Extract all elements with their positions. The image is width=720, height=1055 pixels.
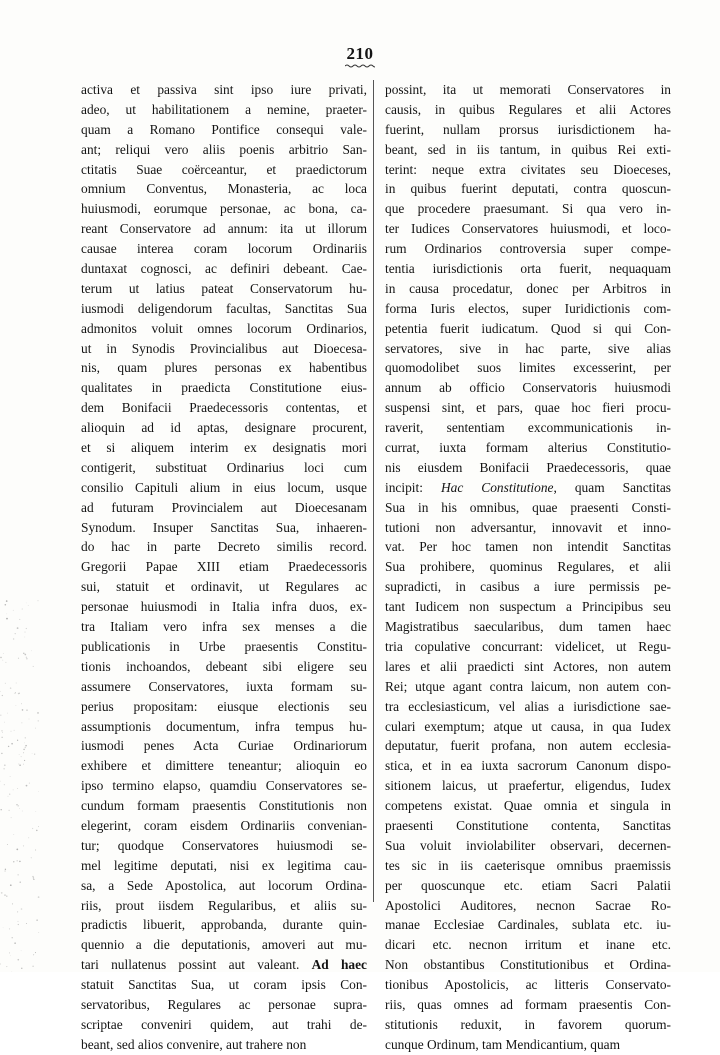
speckle-dot <box>21 703 22 704</box>
speckle-dot <box>33 666 34 667</box>
speckle-dot <box>37 712 39 714</box>
speckle-dot <box>3 653 4 654</box>
text-line: deputatur, fuerit profana, non autem ecclesia- <box>385 738 671 754</box>
speckle-dot <box>17 911 18 912</box>
speckle-dot <box>11 817 12 818</box>
speckle-dot <box>13 834 14 835</box>
speckle-dot <box>9 952 10 953</box>
speckle-dot <box>26 709 28 711</box>
speckle-dot <box>19 764 21 766</box>
speckle-dot <box>11 743 13 745</box>
text-line: vat. Per hoc tamen non intendit Sanctitas <box>385 539 671 555</box>
speckle-dot <box>21 950 22 951</box>
speckle-dot <box>23 752 24 753</box>
text-line: ctitatis Suae coërceantur, et praedictorum <box>81 161 367 177</box>
speckle-dot <box>10 884 12 886</box>
speckle-dot <box>19 808 20 809</box>
speckle-dot <box>38 826 39 827</box>
text-line: nis, quam plures personas ex habentibus <box>81 360 367 376</box>
text-line: praesenti Constitutione contenta, Sanctitas <box>385 817 671 833</box>
speckle-dot <box>22 709 24 711</box>
text-line: possint, ita ut memorati Conservatores in <box>385 82 671 97</box>
text-line: dem Bonifacii Praedecessoris contentas, et <box>81 400 367 416</box>
speckle-dot <box>0 715 1 716</box>
text-line: supradicti, in casibus a iure permissis pe- <box>385 579 671 595</box>
speckle-dot <box>17 740 18 741</box>
speckle-dot <box>6 618 8 620</box>
speckle-dot <box>6 895 7 896</box>
speckle-dot <box>21 908 23 910</box>
text-line: Sua in his omnibus, quae praesenti Consti- <box>385 499 671 515</box>
text-line: mel legitime deputati, nisi ex legitima cau- <box>81 857 367 873</box>
text-line: stitutionis reduxit, in favorem quorum- <box>385 1016 671 1032</box>
speckle-dot <box>19 754 20 755</box>
text-line: tra ecclesiasticum, vel alias a iurisdictione sae- <box>385 698 671 714</box>
speckle-dot <box>0 781 1 782</box>
speckle-dot <box>32 828 33 829</box>
text-line: alioquin ad id aptas, designare procurent, <box>81 420 367 436</box>
text-line: exhibere et dimittere teneantur; alioquin eo <box>81 758 367 774</box>
text-line: Sua prohibere, quominus Regulares, et alii <box>385 559 671 575</box>
speckle-dot <box>24 654 26 656</box>
text-line: tari nullatenus possint aut valeant. Ad haec <box>81 957 367 973</box>
speckle-dot <box>35 952 36 953</box>
text-line: reant Conservatore ad annum: ita ut illorum <box>81 221 367 237</box>
text-line: Gregorii Papae XIII etiam Praedecessoris <box>81 559 367 575</box>
speckle-dot <box>10 956 11 957</box>
speckle-dot <box>13 638 14 639</box>
speckle-dot <box>4 722 5 723</box>
text-line: terum ut latius pateat Conservatorum hu- <box>81 280 367 296</box>
speckle-dot <box>5 683 6 684</box>
speckle-dot <box>24 637 25 638</box>
text-line: elegerint, coram eisdem Ordinariis convenian- <box>81 817 367 833</box>
speckle-dot <box>31 650 32 651</box>
text-line: dicari etc. necnon irritum et inane etc. <box>385 937 671 953</box>
text-line: quam a Romano Pontifice consequi vale- <box>81 121 367 137</box>
speckle-dot <box>24 743 25 744</box>
speckle-dot <box>5 869 6 870</box>
speckle-dot <box>38 600 39 601</box>
text-line: admonitos voluit omnes locorum Ordinarios, <box>81 320 367 336</box>
text-line: nis eiusdem Bonifacii Praedecessoris, quae <box>385 459 671 475</box>
speckle-dot <box>36 830 38 832</box>
text-line: tant Iudicem non suspectum a Principibus seu <box>385 599 671 615</box>
speckle-dot <box>6 966 7 967</box>
speckle-dot <box>38 720 39 721</box>
speckle-dot <box>3 927 4 928</box>
text-line: quennio a die deputationis, amoveri aut mu- <box>81 937 367 953</box>
speckle-dot <box>16 705 17 706</box>
speckle-dot <box>22 609 23 610</box>
speckle-dot <box>36 919 38 921</box>
speckle-dot <box>23 764 24 765</box>
speckle-dot <box>32 965 34 967</box>
page-number-ornament <box>345 64 375 68</box>
text-line: tutioni non adversantur, innovavit et inno- <box>385 519 671 535</box>
text-line: Sua voluit inviolabiliter observari, decernen- <box>385 837 671 853</box>
text-line: per quoscunque etc. etiam Sacri Palatii <box>385 877 671 893</box>
speckle-dot <box>7 844 8 845</box>
speckle-dot <box>24 760 25 761</box>
text-line: Magistratibus saecularibus, dum tamen haec <box>385 619 671 635</box>
text-line: causis, in quibus Regulares et alii Actores <box>385 101 671 117</box>
text-line: scriptae conveniri quidem, aut trahi de- <box>81 1016 367 1032</box>
speckle-dot <box>0 691 1 692</box>
text-line: iusmodi deligendorum facultas, Sanctitas Sua <box>81 300 367 316</box>
speckle-dot <box>38 932 39 933</box>
speckle-dot <box>9 928 10 929</box>
speckle-dot <box>2 737 3 738</box>
speckle-dot <box>26 658 27 659</box>
speckle-dot <box>6 614 7 615</box>
text-line: in causa procedatur, donec per Arbitros in <box>385 280 671 296</box>
speckle-dot <box>8 746 9 747</box>
speckle-dot <box>26 657 27 658</box>
speckle-dot <box>23 749 25 751</box>
speckle-dot <box>35 849 36 850</box>
speckle-dot <box>32 876 33 877</box>
speckle-dot <box>33 877 34 878</box>
text-line: statuit Sanctitas Sua, ut coram ipsis Con- <box>81 977 367 993</box>
text-line: do hac in parte Decreto similis record. <box>81 539 367 555</box>
text-line: perius propositam: eiusque electionis seu <box>81 698 367 714</box>
speckle-dot <box>18 874 19 875</box>
speckle-dot <box>9 794 10 795</box>
text-line: ipso termino elapso, quamdiu Conservatores se- <box>81 778 367 794</box>
speckle-dot <box>2 732 3 733</box>
speckle-dot <box>15 692 16 693</box>
speckle-dot <box>35 728 36 729</box>
speckle-dot <box>17 959 19 961</box>
speckle-dot <box>28 605 29 606</box>
speckle-dot <box>25 737 26 738</box>
speckle-dot <box>25 745 27 747</box>
text-line: annum ab officio Conservatoris huiusmodi <box>385 380 671 396</box>
text-line: personae huiusmodi in Italia infra duos, ex- <box>81 599 367 615</box>
text-line: riis, prout iisdem Regularibus, et aliis su- <box>81 897 367 913</box>
speckle-dot <box>12 937 13 938</box>
speckle-dot <box>10 776 11 777</box>
speckle-dot <box>32 753 33 754</box>
speckle-dot <box>18 658 19 659</box>
text-line: terint: neque extra civitates seu Dioeceses, <box>385 161 671 177</box>
text-line: et si aliquem interim ex designatis mori <box>81 440 367 456</box>
text-line: contigerit, substituat Ordinarius loci cum <box>81 459 367 475</box>
text-line: beant, sed alios convenire, aut trahere non <box>81 1036 307 1052</box>
speckle-dot <box>33 954 34 955</box>
speckle-dot <box>17 804 18 805</box>
speckle-dot <box>17 627 19 629</box>
speckle-dot <box>33 879 34 880</box>
text-line: suspensi sint, et pars, quae hoc fieri procu- <box>385 400 671 416</box>
text-line: incipit: Hac Constitutione, quam Sanctitas <box>385 479 671 495</box>
speckle-dot <box>4 764 6 766</box>
speckle-dot <box>17 788 18 789</box>
column-divider <box>373 80 374 902</box>
text-line: manae Ecclesiae Cardinales, sublata etc. iu- <box>385 917 671 933</box>
speckle-dot <box>38 896 40 898</box>
speckle-dot <box>26 923 27 924</box>
speckle-dot <box>4 784 5 785</box>
text-line: competens existat. Quae omnia et singula in <box>385 798 671 814</box>
text-line: publicationis in Urbe praesentis Constitu- <box>81 638 367 654</box>
speckle-dot <box>4 870 6 872</box>
speckle-dot <box>17 921 18 922</box>
speckle-dot <box>13 610 14 611</box>
text-line: servatoribus, Regulares ac personae supra- <box>81 996 367 1012</box>
text-line: activa et passiva sint ipso iure privati, <box>81 82 367 97</box>
speckle-dot <box>19 619 20 620</box>
text-line: ant; reliqui vero aliis poenis arbitrio San- <box>81 141 367 157</box>
speckle-dot <box>23 845 24 846</box>
speckle-dot <box>7 713 8 714</box>
text-line: quomodolibet suos limites excesserint, per <box>385 360 671 376</box>
text-line: consilio Capituli alium in eius locum, usque <box>81 479 367 495</box>
speckle-dot <box>1 753 2 754</box>
text-line: Apostolici Auditores, necnon Sacrae Ro- <box>385 897 671 913</box>
page-number: 210 <box>346 44 374 63</box>
text-column-left <box>81 80 367 1055</box>
speckle-dot <box>19 861 21 863</box>
speckle-dot <box>2 660 3 661</box>
text-line: iusmodi penes Acta Curiae Ordinariorum <box>81 738 367 754</box>
text-line: currat, iuxta formam alterius Constitutio- <box>385 440 671 456</box>
text-line: tur; quodque Conservatores huiusmodi se- <box>81 837 367 853</box>
speckle-dot <box>18 693 20 695</box>
text-line: forma Iuris electos, super Iuridictionis com- <box>385 300 671 316</box>
speckle-dot <box>16 849 18 851</box>
speckle-dot <box>23 653 24 654</box>
speckle-dot <box>2 695 3 696</box>
text-line: servatores, sive in hac parte, sive alias <box>385 340 671 356</box>
speckle-dot <box>24 632 25 633</box>
speckle-dot <box>28 837 29 838</box>
speckle-dot <box>26 785 28 787</box>
text-line: assumere Conservatores, iuxta formam su- <box>81 678 367 694</box>
speckle-dot <box>16 682 17 683</box>
speckle-dot <box>16 860 18 862</box>
speckle-dot <box>29 783 30 784</box>
text-line: tionibus Apostolicis, ac litteris Conservato- <box>385 977 671 993</box>
text-line: pradictis libuerit, approbanda, durante quin- <box>81 917 367 933</box>
speckle-dot <box>5 662 6 663</box>
speckle-dot <box>20 882 21 883</box>
speckle-dot <box>0 809 1 810</box>
text-line: causae interea coram locorum Ordinariis <box>81 241 367 257</box>
text-line: adeo, ut habilitationem a nemine, praeter- <box>81 101 367 117</box>
speckle-dot <box>18 924 19 925</box>
text-line: tes sic in iis caeterisque omnibus praemissis <box>385 857 671 873</box>
text-line: sa, a Sede Apostolica, aut locorum Ordina- <box>81 877 367 893</box>
text-line: Synodum. Insuper Sanctitas Sua, inhaeren- <box>81 519 367 535</box>
text-line: riis, quas omnes ad formam praesentis Con- <box>385 996 671 1012</box>
text-line: tria copulative concurrant: videlicet, ut Regu- <box>385 638 671 654</box>
text-line: petentia fuerit iudicatum. Quod si qui Con- <box>385 320 671 336</box>
text-line: in quibus fuerint deputati, contra quoscun- <box>385 181 671 197</box>
speckle-dot <box>22 723 23 724</box>
speckle-dot <box>3 768 5 770</box>
text-line: sitionem laicus, ut praefertur, eligendus, Iudex <box>385 778 671 794</box>
speckle-dot <box>35 811 36 812</box>
speckle-dot <box>10 687 12 689</box>
speckle-dot <box>34 754 35 755</box>
speckle-dot <box>0 963 1 964</box>
speckle-dot <box>16 804 17 805</box>
speckle-dot <box>21 756 22 757</box>
text-line: culari exemptum; atque ut causa, in qua Iudex <box>385 718 671 734</box>
text-line: tra Italiam vero infra sex menses a die <box>81 619 367 635</box>
text-line: Non obstantibus Constitutionibus et Ordina- <box>385 957 671 973</box>
speckle-dot <box>1 730 2 731</box>
text-line: rum Ordinarios controversia super compe- <box>385 241 671 257</box>
text-line: tionis inchoandos, debeant sibi eligere seu <box>81 658 367 674</box>
text-line: beant, sed in iis tantum, in quibus Rei exti- <box>385 141 671 157</box>
speckle-dot <box>1 892 3 894</box>
speckle-dot <box>18 763 19 764</box>
speckle-dot <box>38 791 39 792</box>
text-line: assumptionis documentum, infra tempus hu- <box>81 718 367 734</box>
speckle-dot <box>4 894 6 896</box>
text-line: duntaxat cognosci, ac definiri debeant. Cae- <box>81 261 367 277</box>
text-line: Rei; utque agant contra laicum, non autem con- <box>385 678 671 694</box>
speckle-dot <box>0 657 1 658</box>
text-line: cunque Ordinum, tam Mendicantium, quam <box>385 1036 621 1052</box>
text-line: tentia iurisdictionis orta fuerit, nequaquam <box>385 261 671 277</box>
text-line: sui, statuit et ordinavit, ut Regulares ac <box>81 579 367 595</box>
text-line: ut in Synodis Provincialibus aut Dioecesa- <box>81 340 367 356</box>
text-line: ter Iudices Conservatores huiusmodi, et loco- <box>385 221 671 237</box>
speckle-dot <box>29 719 30 720</box>
text-line: ad futuram Provincialem aut Dioecesanam <box>81 499 367 515</box>
speckle-dot <box>19 693 20 694</box>
text-line: stica, et in ea iuxta sacrorum Canonum dispo- <box>385 758 671 774</box>
speckle-dot <box>26 603 27 604</box>
text-line: qualitates in praedicta Constitutione eius- <box>81 380 367 396</box>
speckle-dot <box>13 861 14 862</box>
text-line: que procedere praesumant. Si qua vero in- <box>385 201 671 217</box>
speckle-dot <box>13 790 14 791</box>
text-line: lares et alii praedicti sint Actores, non autem <box>385 658 671 674</box>
text-line: raverit, sententiam excommunicationis in- <box>385 420 671 436</box>
speckle-dot <box>17 805 19 807</box>
speckle-dot <box>21 968 22 969</box>
speckle-dot <box>8 796 9 797</box>
speckle-dot <box>14 730 15 731</box>
speckle-dot <box>5 604 7 606</box>
speckle-dot <box>25 747 27 749</box>
speckle-dot <box>6 600 8 602</box>
speckle-dot <box>15 633 16 634</box>
speckle-dot <box>31 857 32 858</box>
text-line: cundum formam praesentis Constitutionis non <box>81 798 367 814</box>
speckle-dot <box>22 811 23 812</box>
speckle-dot <box>8 810 9 811</box>
speckle-dot <box>14 942 16 944</box>
text-line: fuerint, nullam prorsus iurisdictionem ha- <box>385 121 671 137</box>
text-column-right <box>385 80 671 1055</box>
text-line: omnium Conventus, Monasteria, ac loca <box>81 181 367 197</box>
speckle-dot <box>12 903 13 904</box>
speckle-dot <box>26 628 27 629</box>
speckle-dot <box>14 693 15 694</box>
text-line: huiusmodi, eorumque personae, ac bona, ca- <box>81 201 367 217</box>
speckle-dot <box>11 731 12 732</box>
